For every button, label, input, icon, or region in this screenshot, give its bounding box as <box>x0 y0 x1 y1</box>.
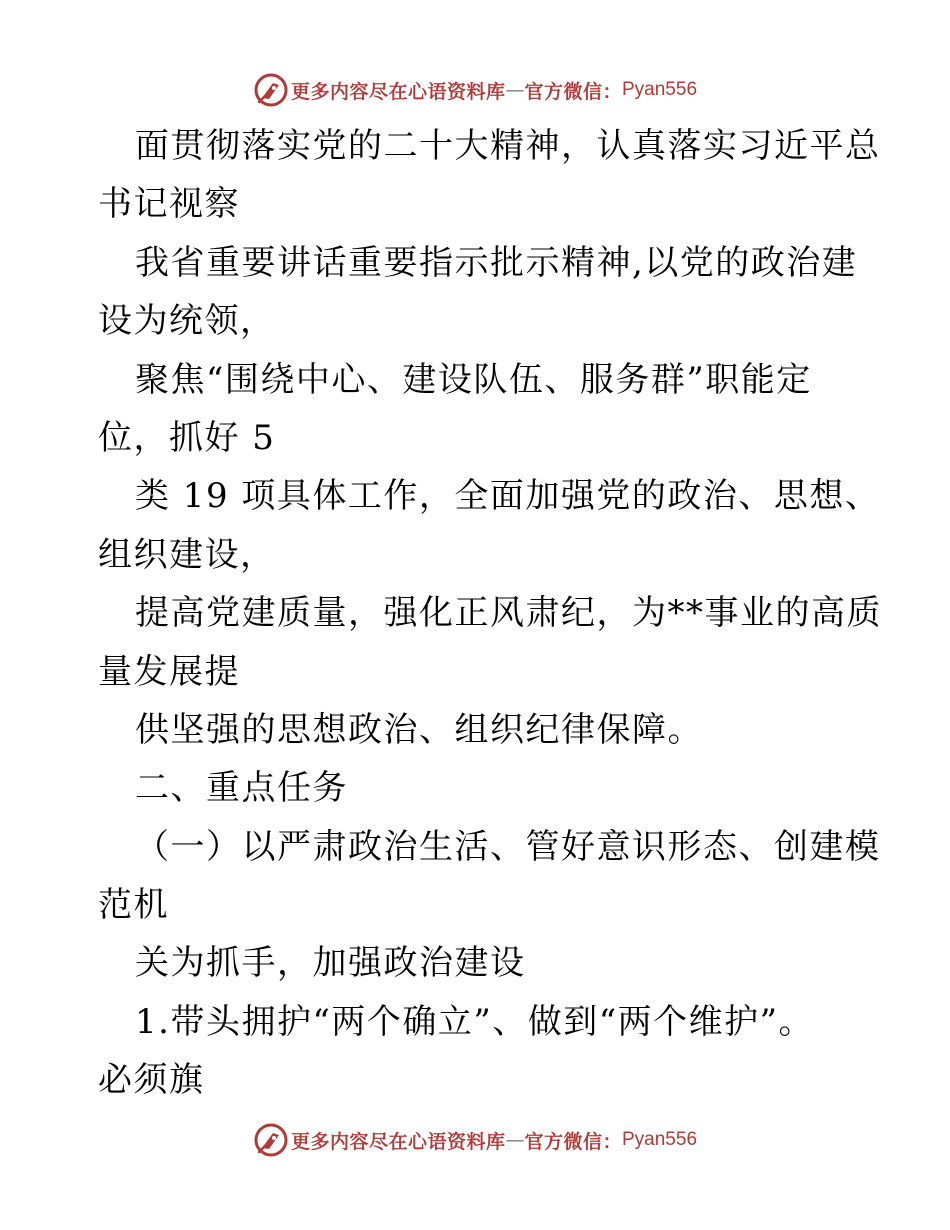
pen-nib-logo-icon <box>253 72 289 108</box>
page-footer-watermark <box>0 1120 950 1160</box>
footer-wechat-label: 官方微信： <box>524 1130 622 1153</box>
footer-promo-text: 更多内容尽在心语资料库 <box>290 1130 506 1153</box>
footer-wechat-account: Pyan556 <box>622 1129 698 1150</box>
body-line: 供坚强的思想政治、组织纪律保障。 <box>135 709 703 750</box>
body-line: 聚焦“围绕中心、建设队伍、服务群”职能定 <box>135 359 812 400</box>
body-line: 设为统领， <box>98 301 276 342</box>
body-line: 我省重要讲话重要指示批示精神,以党的政治建 <box>135 242 858 283</box>
body-line: 组织建设， <box>98 534 276 575</box>
body-line: 面贯彻落实党的二十大精神，认真落实习近平总 <box>135 126 881 166</box>
header-wechat-label: 官方微信： <box>524 80 622 103</box>
body-line: 位，抓好 5 <box>98 417 276 458</box>
footer-separator: — <box>505 1129 525 1151</box>
body-line: 必须旗 <box>98 1060 205 1101</box>
header-separator: — <box>505 79 525 101</box>
body-line: 量发展提 <box>98 651 240 692</box>
page-header-watermark <box>0 70 950 110</box>
subsection-heading: （一）以严肃政治生活、管好意识形态、创建模 <box>135 826 881 867</box>
section-heading: 二、重点任务 <box>135 768 348 809</box>
body-line: 书记视察 <box>98 184 240 225</box>
body-line: 1.带头拥护“两个确立”、做到“两个维护”。 <box>135 1001 814 1042</box>
body-line: 关为抓手，加强政治建设 <box>135 943 526 984</box>
body-line: 提高党建质量，强化正风肃纪，为**事业的高质 <box>135 593 882 634</box>
pen-nib-logo-icon <box>253 1122 289 1158</box>
header-promo-text: 更多内容尽在心语资料库 <box>290 80 506 103</box>
body-line: 范机 <box>98 885 169 926</box>
body-line: 类 19 项具体工作，全面加强党的政治、思想、 <box>135 476 881 517</box>
document-body <box>98 117 882 1110</box>
header-wechat-account: Pyan556 <box>622 79 698 100</box>
